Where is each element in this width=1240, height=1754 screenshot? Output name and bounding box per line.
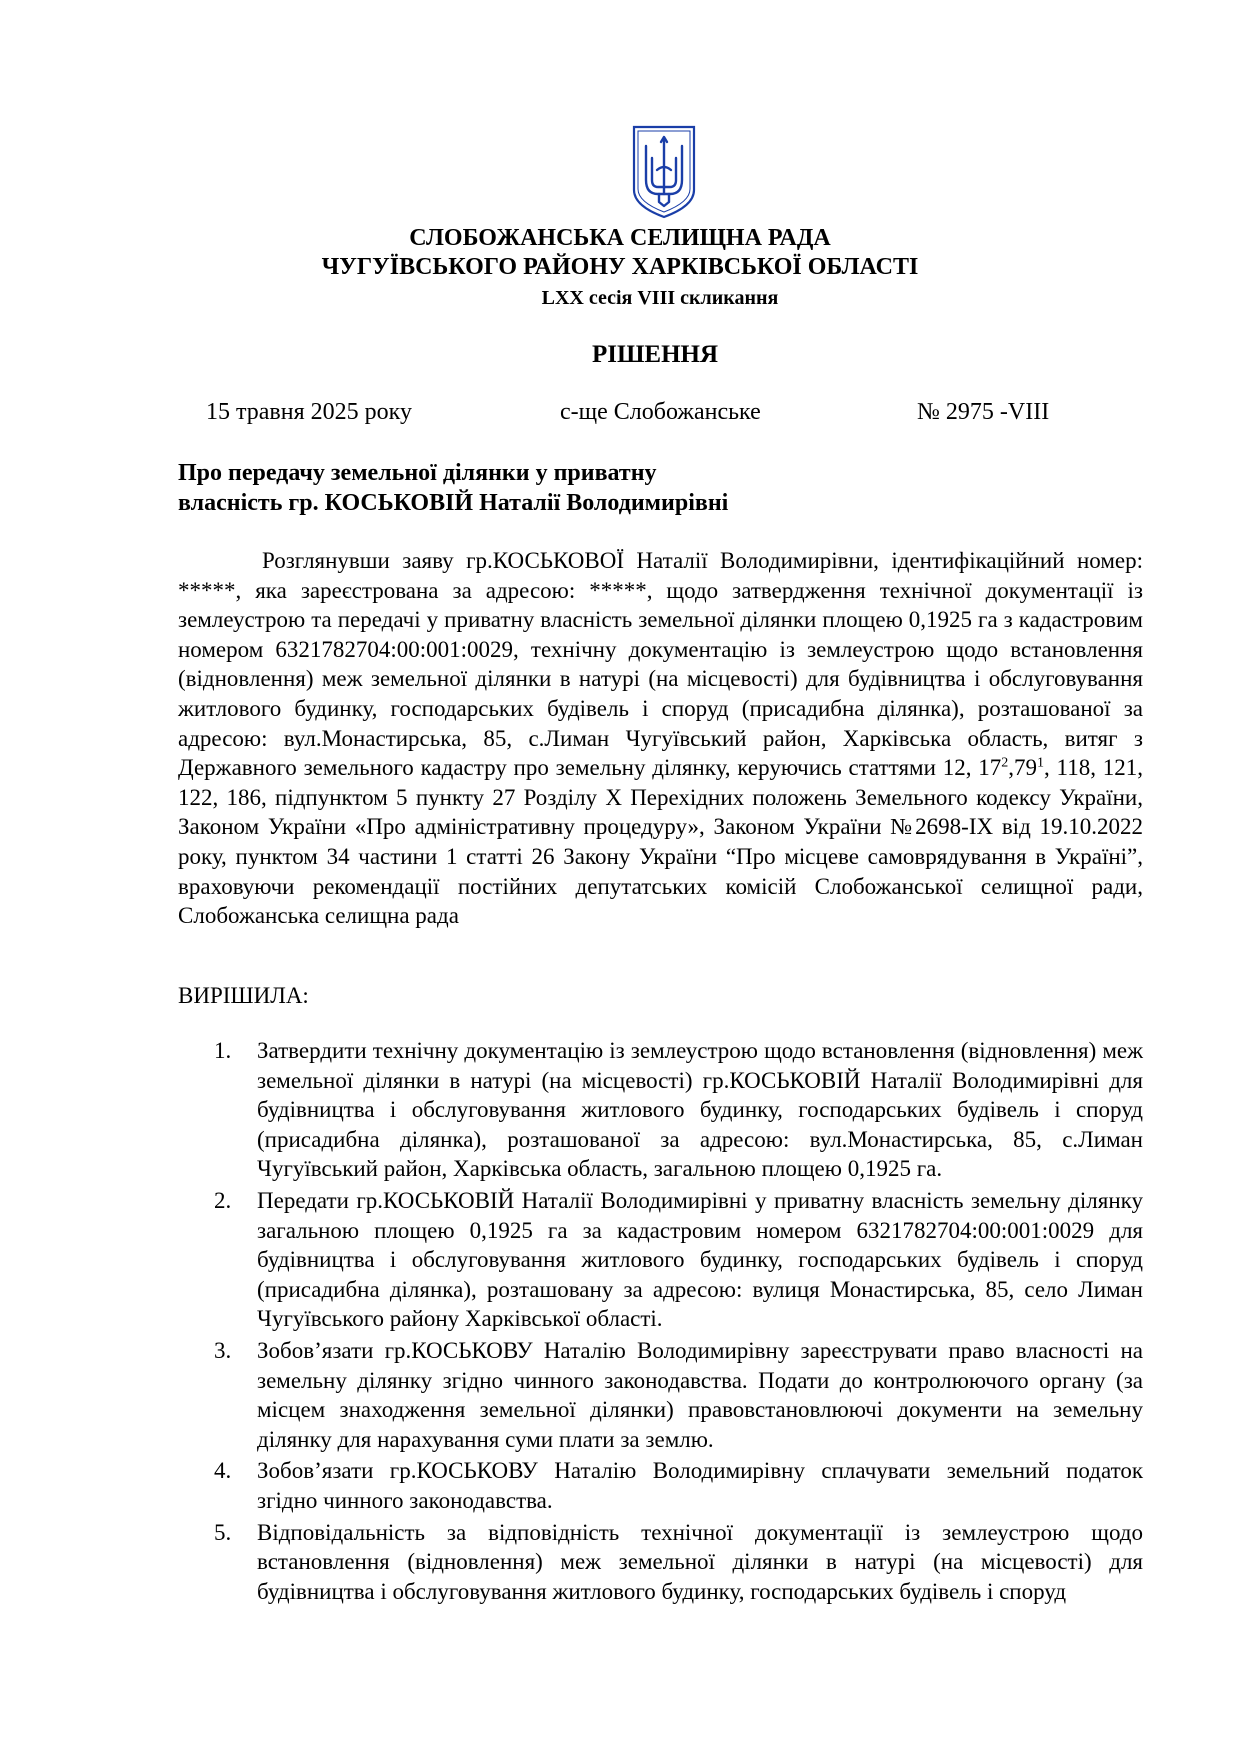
preamble-paragraph — [178, 546, 1143, 931]
item-number: 3. — [214, 1337, 232, 1363]
decision-items-list — [178, 1036, 1143, 1608]
preamble-text-2: ,79 — [1008, 755, 1037, 781]
item-text: Затвердити технічну документацію із землеустрою щодо встановлення (відновлення) меж земельної ділянки в натурі (на місцевості) гр.КОСЬКОВІЙ Наталії Володимирівні для будівництва і обслуговування житлового будинку, господарських будівель і споруд (присадибна ділянка), розташованої за адресою: вул.Монастирська, 85, с.Лиман Чугуївський район, Харківська область, загальною площею 0,1925 га. — [257, 1038, 1143, 1182]
decision-item-5 — [178, 1518, 1143, 1607]
item-number: 4. — [214, 1458, 232, 1484]
item-number: 5. — [214, 1519, 232, 1545]
decision-date: 15 травня 2025 року — [206, 399, 412, 425]
preamble-superscript-2: 1 — [1037, 755, 1044, 771]
session-info: LXX сесія VIII скликання — [541, 287, 779, 309]
decision-item-1 — [178, 1036, 1143, 1184]
council-district-region: ЧУГУЇВСЬКОГО РАЙОНУ ХАРКІВСЬКОЇ ОБЛАСТІ — [321, 254, 919, 280]
council-name: СЛОБОЖАНСЬКА СЕЛИЩНА РАДА — [409, 225, 831, 251]
item-number: 1. — [214, 1038, 232, 1063]
trident-coat-of-arms-icon — [631, 124, 697, 220]
item-number: 2. — [214, 1187, 232, 1213]
subject-line-2: власність гр. КОСЬКОВІЙ Наталії Володимирівні — [178, 490, 729, 516]
resolved-label: ВИРІШИЛА: — [178, 983, 309, 1008]
decision-item-2 — [178, 1186, 1143, 1334]
document-type-heading: РІШЕННЯ — [591, 341, 719, 368]
decision-item-3 — [178, 1336, 1143, 1454]
preamble-text-3: , 118, 121, 122, 186, підпунктом 5 пункту 27 Розділу Х Перехідних положень Земельного кодексу України, Законом України «Про адміністративну процедуру», Законом України №2698-ІХ від 19.10.2022 року, пунктом 34 частини 1 статті 26 Закону України “Про місцеве самоврядування в Україні”, враховуючи рекомендації постійних депутатських комісій Слобожанської селищної ради, Слобожанська селищна рада — [178, 755, 1143, 929]
decision-item-4 — [178, 1456, 1143, 1515]
preamble-text-1: Розглянувши заяву гр.КОСЬКОВОЇ Наталії Володимирівни, ідентифікаційний номер: *****, яка зареєстрована за адресою: *****, щодо затвердження технічної документації із землеустрою та передачі у приватну власність земельної ділянки площею 0,1925 га з кадастровим номером 6321782704:00:001:0029, технічну документацію із землеустрою щодо встановлення (відновлення) меж земельної ділянки в натурі (на місцевості) для будівництва і обслуговування житлового будинку, господарських будівель і споруд (присадибна ділянка), розташованої за адресою: вул.Монастирська, 85, с.Лиман Чугуївський район, Харківська область, витяг з Державного земельного кадастру про земельну ділянку, керуючись статтями 12, 17 — [178, 548, 1143, 781]
item-text: Зобов’язати гр.КОСЬКОВУ Наталію Володимирівну сплачувати земельний податок згідно чинного законодавства. — [257, 1458, 1143, 1513]
item-text: Передати гр.КОСЬКОВІЙ Наталії Володимирівні у приватну власність земельну ділянку загальною площею 0,1925 га за кадастровим номером 6321782704:00:001:0029 для будівництва і обслуговування житлового будинку, господарських будівель і споруд (присадибна ділянка), розташовану за адресою: вулиця Монастирська, 85, село Лиман Чугуївського району Харківської області. — [257, 1187, 1143, 1332]
preamble-superscript-1: 2 — [1001, 755, 1009, 771]
decision-subject — [178, 458, 878, 518]
subject-line-1: Про передачу земельної ділянки у приватну — [178, 460, 657, 486]
decision-place: с-ще Слобожанське — [560, 399, 761, 425]
decision-number: № 2975 -VIII — [917, 399, 1050, 425]
item-text: Відповідальність за відповідність технічної документації із землеустрою щодо встановлення (відновлення) меж земельної ділянки в натурі (на місцевості) для будівництва і обслуговування житлового будинку, господарських будівель і споруд — [257, 1519, 1143, 1604]
item-text: Зобов’язати гр.КОСЬКОВУ Наталію Володимирівну зареєструвати право власності на земельну ділянку згідно чинного законодавства. Подати до контролюючого органу (за місцем знаходження земельної ділянки) правовстановлюючі документи на земельну ділянку для нарахування суми плати за землю. — [257, 1337, 1143, 1452]
